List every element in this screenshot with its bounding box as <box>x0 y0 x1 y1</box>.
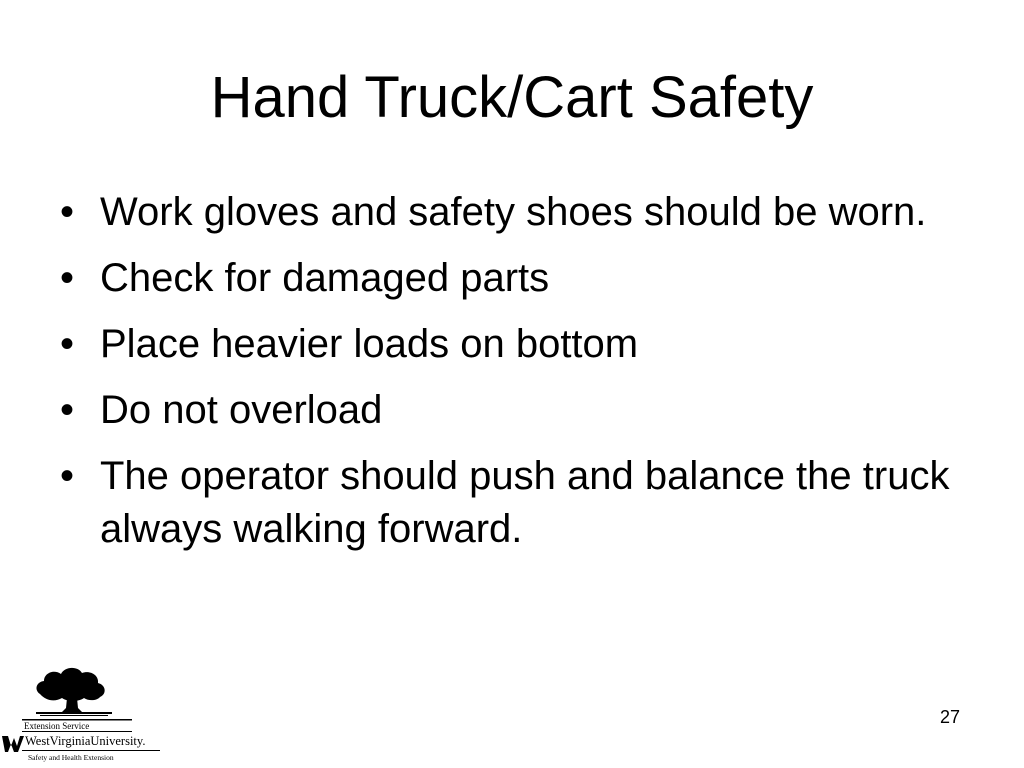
bullet-item <box>60 384 980 437</box>
bullet-dot: • <box>60 454 75 498</box>
bullet-item <box>60 252 980 305</box>
wv-mark-icon <box>2 736 24 752</box>
tree-icon <box>36 668 112 716</box>
logo-line3: Safety and Health Extension <box>28 753 114 762</box>
logo-line1: Extension Service <box>24 721 90 731</box>
bullet-text: Place heavier loads on bottom <box>100 322 639 366</box>
bullet-list <box>60 186 980 569</box>
bullet-dot: • <box>60 256 75 300</box>
bullet-item <box>60 450 980 556</box>
bullet-text: Work gloves and safety shoes should be worn. <box>100 190 927 234</box>
bullet-dot: • <box>60 388 75 432</box>
bullet-text: Do not overload <box>100 388 383 432</box>
bullet-dot: • <box>60 190 75 234</box>
bullet-text: The operator should push and balance the truck always walking forward. <box>100 454 950 551</box>
bullet-dot: • <box>60 322 75 366</box>
wvu-extension-logo <box>0 660 170 765</box>
bullet-text: Check for damaged parts <box>100 256 550 300</box>
slide-title: Hand Truck/Cart Safety <box>210 65 814 130</box>
page-number: 27 <box>939 707 961 727</box>
bullet-item <box>60 186 980 239</box>
logo-line2: WestVirginiaUniversity. <box>25 734 146 748</box>
bullet-item <box>60 318 980 371</box>
